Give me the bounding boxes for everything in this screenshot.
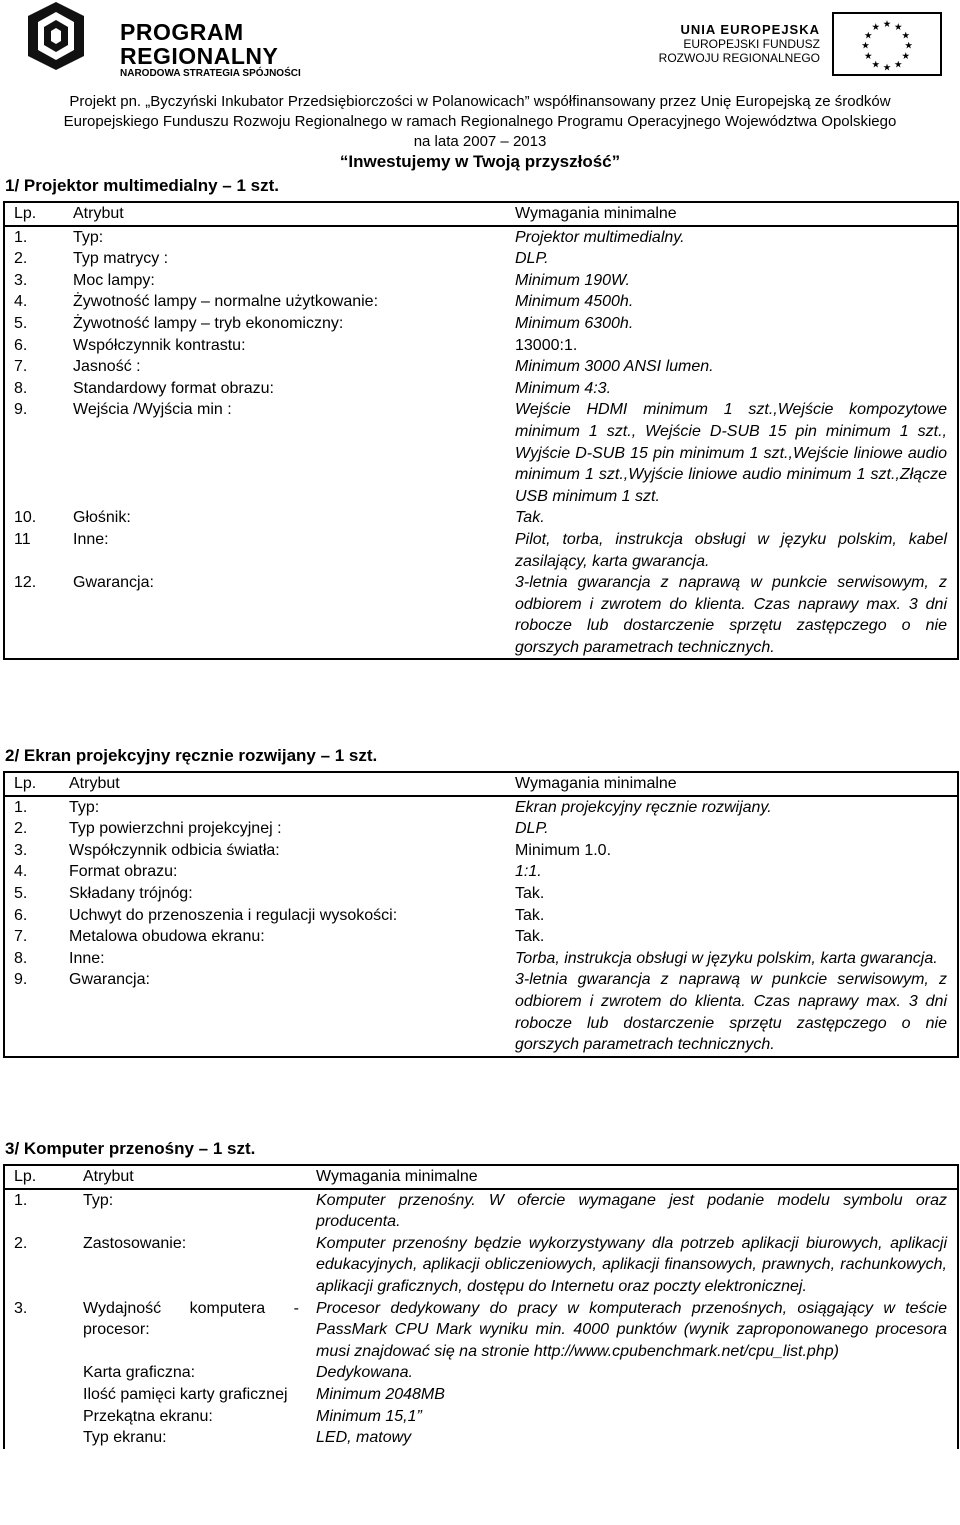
table-row [4,883,958,905]
row-number: 4. [4,861,60,883]
table-row [4,905,958,927]
section-title: 2/ Ekran projekcyjny ręcznie rozwijany – 1 szt. [5,746,378,765]
row-requirement: Procesor dedykowany do pracy w komputerach przenośnych, osiągający w teście PassMark CPU Mark wyniku min. 4000 punktów (wynik zaproponowanego procesora musi znajdować się na stronie http://www.cpubenchmark.net/cpu_list.php) [307,1298,958,1363]
table-row [4,1362,958,1384]
row-attribute: Wejścia /Wyjścia min : [73,401,232,419]
page-header [0,0,960,175]
row-attribute: Żywotność lampy – normalne użytkowanie: [73,293,379,311]
row-number: 8. [4,378,64,400]
row-requirement: Torba, instrukcja obsługi w języku polskim, karta gwarancja. [506,948,958,970]
row-attribute: Składany trójnóg: [69,884,193,902]
row-requirement: 1:1. [506,861,958,883]
eu-fund-line1: EUROPEJSKI FUNDUSZ [683,37,820,51]
row-requirement: Wejście HDMI minimum 1 szt.,Wejście kompozytowe minimum 1 szt., Wejście D-SUB 15 pin minimum 1 szt., Wyjście D-SUB 15 pin minimum 1 szt.,Wejście liniowe audio minimum 1 szt.,Wyjście liniowe audio minimum 1 szt.,Złącze USB minimum 1 szt. [506,399,958,507]
table-row [4,1298,958,1363]
row-number: 6. [4,335,64,357]
row-attribute: Typ powierzchni projekcyjnej : [69,820,282,838]
row-number [4,1427,74,1449]
eu-logo-text [650,22,820,65]
row-requirement: Minimum 15,1” [307,1406,958,1428]
row-requirement: Tak. [506,883,958,905]
row-requirement: Tak. [506,926,958,948]
row-attribute: Wydajność komputera - procesor: [83,1299,299,1339]
eu-fund-line2: ROZWOJU REGIONALNEGO [658,51,820,65]
spec-table-projector [3,201,959,660]
row-number: 11 [4,529,64,572]
row-requirement: Minimum 4500h. [506,291,958,313]
program-regionalny-emblem-icon [28,2,84,70]
table-header-row [4,1165,958,1189]
row-attribute: Gwarancja: [60,969,506,1056]
row-attribute: Uchwyt do przenoszenia i regulacji wysokości: [69,906,398,924]
section-title: 1/ Projektor multimedialny – 1 szt. [5,176,279,195]
table-row [4,399,958,507]
row-attribute: Jasność : [73,358,141,376]
row-requirement: LED, matowy [307,1427,958,1449]
project-description [0,92,960,152]
table-row [4,1427,958,1449]
svg-text:★: ★ [864,51,873,61]
row-attribute: Karta graficzna: [83,1364,196,1382]
row-attribute: Współczynnik kontrastu: [73,336,246,354]
header-requirements: Wymagania minimalne [307,1165,958,1189]
svg-text:★: ★ [871,21,880,32]
eu-flag-icon [832,12,942,76]
svg-text:★: ★ [882,62,892,73]
row-number: 1. [4,1189,74,1233]
row-attribute: Typ matrycy : [73,250,169,268]
row-attribute: Żywotność lampy – tryb ekonomiczny: [73,314,344,332]
row-attribute: Metalowa obudowa ekranu: [69,928,265,946]
row-requirement: DLP. [506,248,958,270]
row-attribute: Typ ekranu: [83,1429,167,1447]
svg-text:★: ★ [871,59,880,70]
row-requirement: Minimum 4:3. [506,378,958,400]
table-row [4,1189,958,1233]
eu-name: UNIA EUROPEJSKA [680,22,820,37]
row-attribute: Typ: [69,798,100,816]
row-requirement: Tak. [506,507,958,529]
svg-text:★: ★ [864,30,873,41]
table-row [4,1384,958,1406]
table-row [4,948,958,970]
table-row [4,818,958,840]
program-regionalny-logo [28,2,308,82]
spec-table-screen [3,771,959,1058]
table-row [4,572,958,659]
motto: “Inwestujemy w Twoją przyszłość” [339,152,621,171]
header-requirements: Wymagania minimalne [506,202,958,226]
row-number: 2. [4,1233,74,1298]
row-number: 3. [4,270,64,292]
row-requirement: 3-letnia gwarancja z naprawą w punkcie serwisowym, z odbiorem i zwrotem do klienta. Czas naprawy max. 3 dni robocze lub dostarczenie sprzętu zastępczego o nie gorszych parametrach technicznych. [506,969,958,1056]
header-requirements: Wymagania minimalne [506,772,958,796]
row-attribute: Zastosowanie: [83,1234,187,1252]
spec-table-laptop [3,1164,959,1449]
table-row [4,226,958,249]
row-number [4,1362,74,1384]
row-attribute: Format obrazu: [69,863,178,881]
row-requirement: Pilot, torba, instrukcja obsługi w języku polskim, kabel zasilający, karta gwarancja. [506,529,958,572]
row-number: 6. [4,905,60,927]
svg-text:★: ★ [904,40,913,51]
table-row [4,507,958,529]
svg-text:★: ★ [861,40,870,51]
row-attribute: Moc lampy: [73,271,155,289]
row-number: 9. [4,399,64,507]
row-number: 5. [4,313,64,335]
project-line2: Europejskiego Funduszu Rozwoju Regionalnego w ramach Regionalnego Programu Operacyjnego Województwa Opolskiego [63,113,897,130]
row-attribute: Głośnik: [73,509,131,527]
row-requirement: Komputer przenośny będzie wykorzystywany dla potrzeb aplikacji biurowych, aplikacji edukacyjnych, aplikacji obliczeniowych, aplikacji finansowych, prawnych, rachunkowych, aplikacji graficznych, dostępu do Internetu oraz poczty elektronicznej. [307,1233,958,1298]
table-row [4,840,958,862]
table-row [4,248,958,270]
row-requirement: Komputer przenośny. W ofercie wymagane jest podanie modelu symbolu oraz producenta. [307,1189,958,1233]
table-row [4,1233,958,1298]
table-header-row [4,202,958,226]
row-number: 10. [4,507,64,529]
row-attribute: Współczynnik odbicia światła: [69,841,280,859]
row-requirement: Minimum 2048MB [307,1384,958,1406]
program-subtitle: NARODOWA STRATEGIA SPÓJNOŚCI [120,68,301,79]
row-number [4,1406,74,1428]
table-row [4,356,958,378]
row-requirement: Minimum 1.0. [506,840,958,862]
svg-text:★: ★ [894,59,903,70]
header-attribute: Atrybut [74,1165,307,1189]
row-number: 1. [4,226,64,249]
row-number: 9. [4,969,60,1056]
row-number: 3. [4,1298,74,1363]
svg-text:★: ★ [882,19,892,30]
row-attribute: Przekątna ekranu: [83,1407,213,1425]
table-row [4,313,958,335]
row-requirement: Dedykowana. [307,1362,958,1384]
row-requirement: Projektor multimedialny. [506,226,958,249]
row-number: 1. [4,796,60,819]
row-attribute: Typ: [73,228,104,246]
table-row [4,861,958,883]
program-title-line2: REGIONALNY [120,43,279,69]
table-row [4,1406,958,1428]
row-number: 12. [4,572,64,659]
project-line1: Projekt pn. „Byczyński Inkubator Przedsiębiorczości w Polanowicach” współfinansowany przez Unię Europejską ze środków [69,93,891,110]
row-number: 3. [4,840,60,862]
svg-text:★: ★ [894,21,903,32]
row-requirement: Minimum 3000 ANSI lumen. [506,356,958,378]
row-number: 2. [4,248,64,270]
row-requirement: 3-letnia gwarancja z naprawą w punkcie serwisowym, z odbiorem i zwrotem do klienta. Czas naprawy max. 3 dni robocze lub dostarczenie sprzętu zastępczego o nie gorszych parametrach technicznych. [506,572,958,659]
row-number: 7. [4,926,60,948]
row-requirement: Ekran projekcyjny ręcznie rozwijany. [506,796,958,819]
table-row [4,969,958,1056]
row-number: 8. [4,948,60,970]
row-attribute: Inne: [73,530,109,548]
header-lp: Lp. [4,772,60,796]
header-lp: Lp. [4,202,64,226]
row-attribute: Gwarancja: [64,572,506,659]
row-requirement: DLP. [506,818,958,840]
row-attribute: Inne: [69,949,105,967]
row-requirement: 13000:1. [506,335,958,357]
table-row [4,926,958,948]
header-lp: Lp. [4,1165,74,1189]
header-attribute: Atrybut [64,202,506,226]
row-requirement: Minimum 190W. [506,270,958,292]
svg-text:★: ★ [901,51,910,61]
table-row [4,270,958,292]
row-requirement: Minimum 6300h. [506,313,958,335]
row-number [4,1384,74,1406]
row-attribute: Standardowy format obrazu: [73,379,274,397]
row-number: 4. [4,291,64,313]
row-requirement: Tak. [506,905,958,927]
svg-text:★: ★ [901,30,910,41]
table-row [4,291,958,313]
project-line3: na lata 2007 – 2013 [413,133,547,150]
header-attribute: Atrybut [60,772,506,796]
program-title-line1: PROGRAM [120,19,244,45]
row-attribute: Ilość pamięci karty graficznej [83,1385,288,1403]
row-attribute: Typ: [83,1191,114,1209]
table-row [4,529,958,572]
table-row [4,335,958,357]
table-row [4,796,958,819]
row-number: 7. [4,356,64,378]
row-number: 5. [4,883,60,905]
row-number: 2. [4,818,60,840]
section-title: 3/ Komputer przenośny – 1 szt. [5,1139,256,1158]
table-row [4,378,958,400]
table-header-row [4,772,958,796]
